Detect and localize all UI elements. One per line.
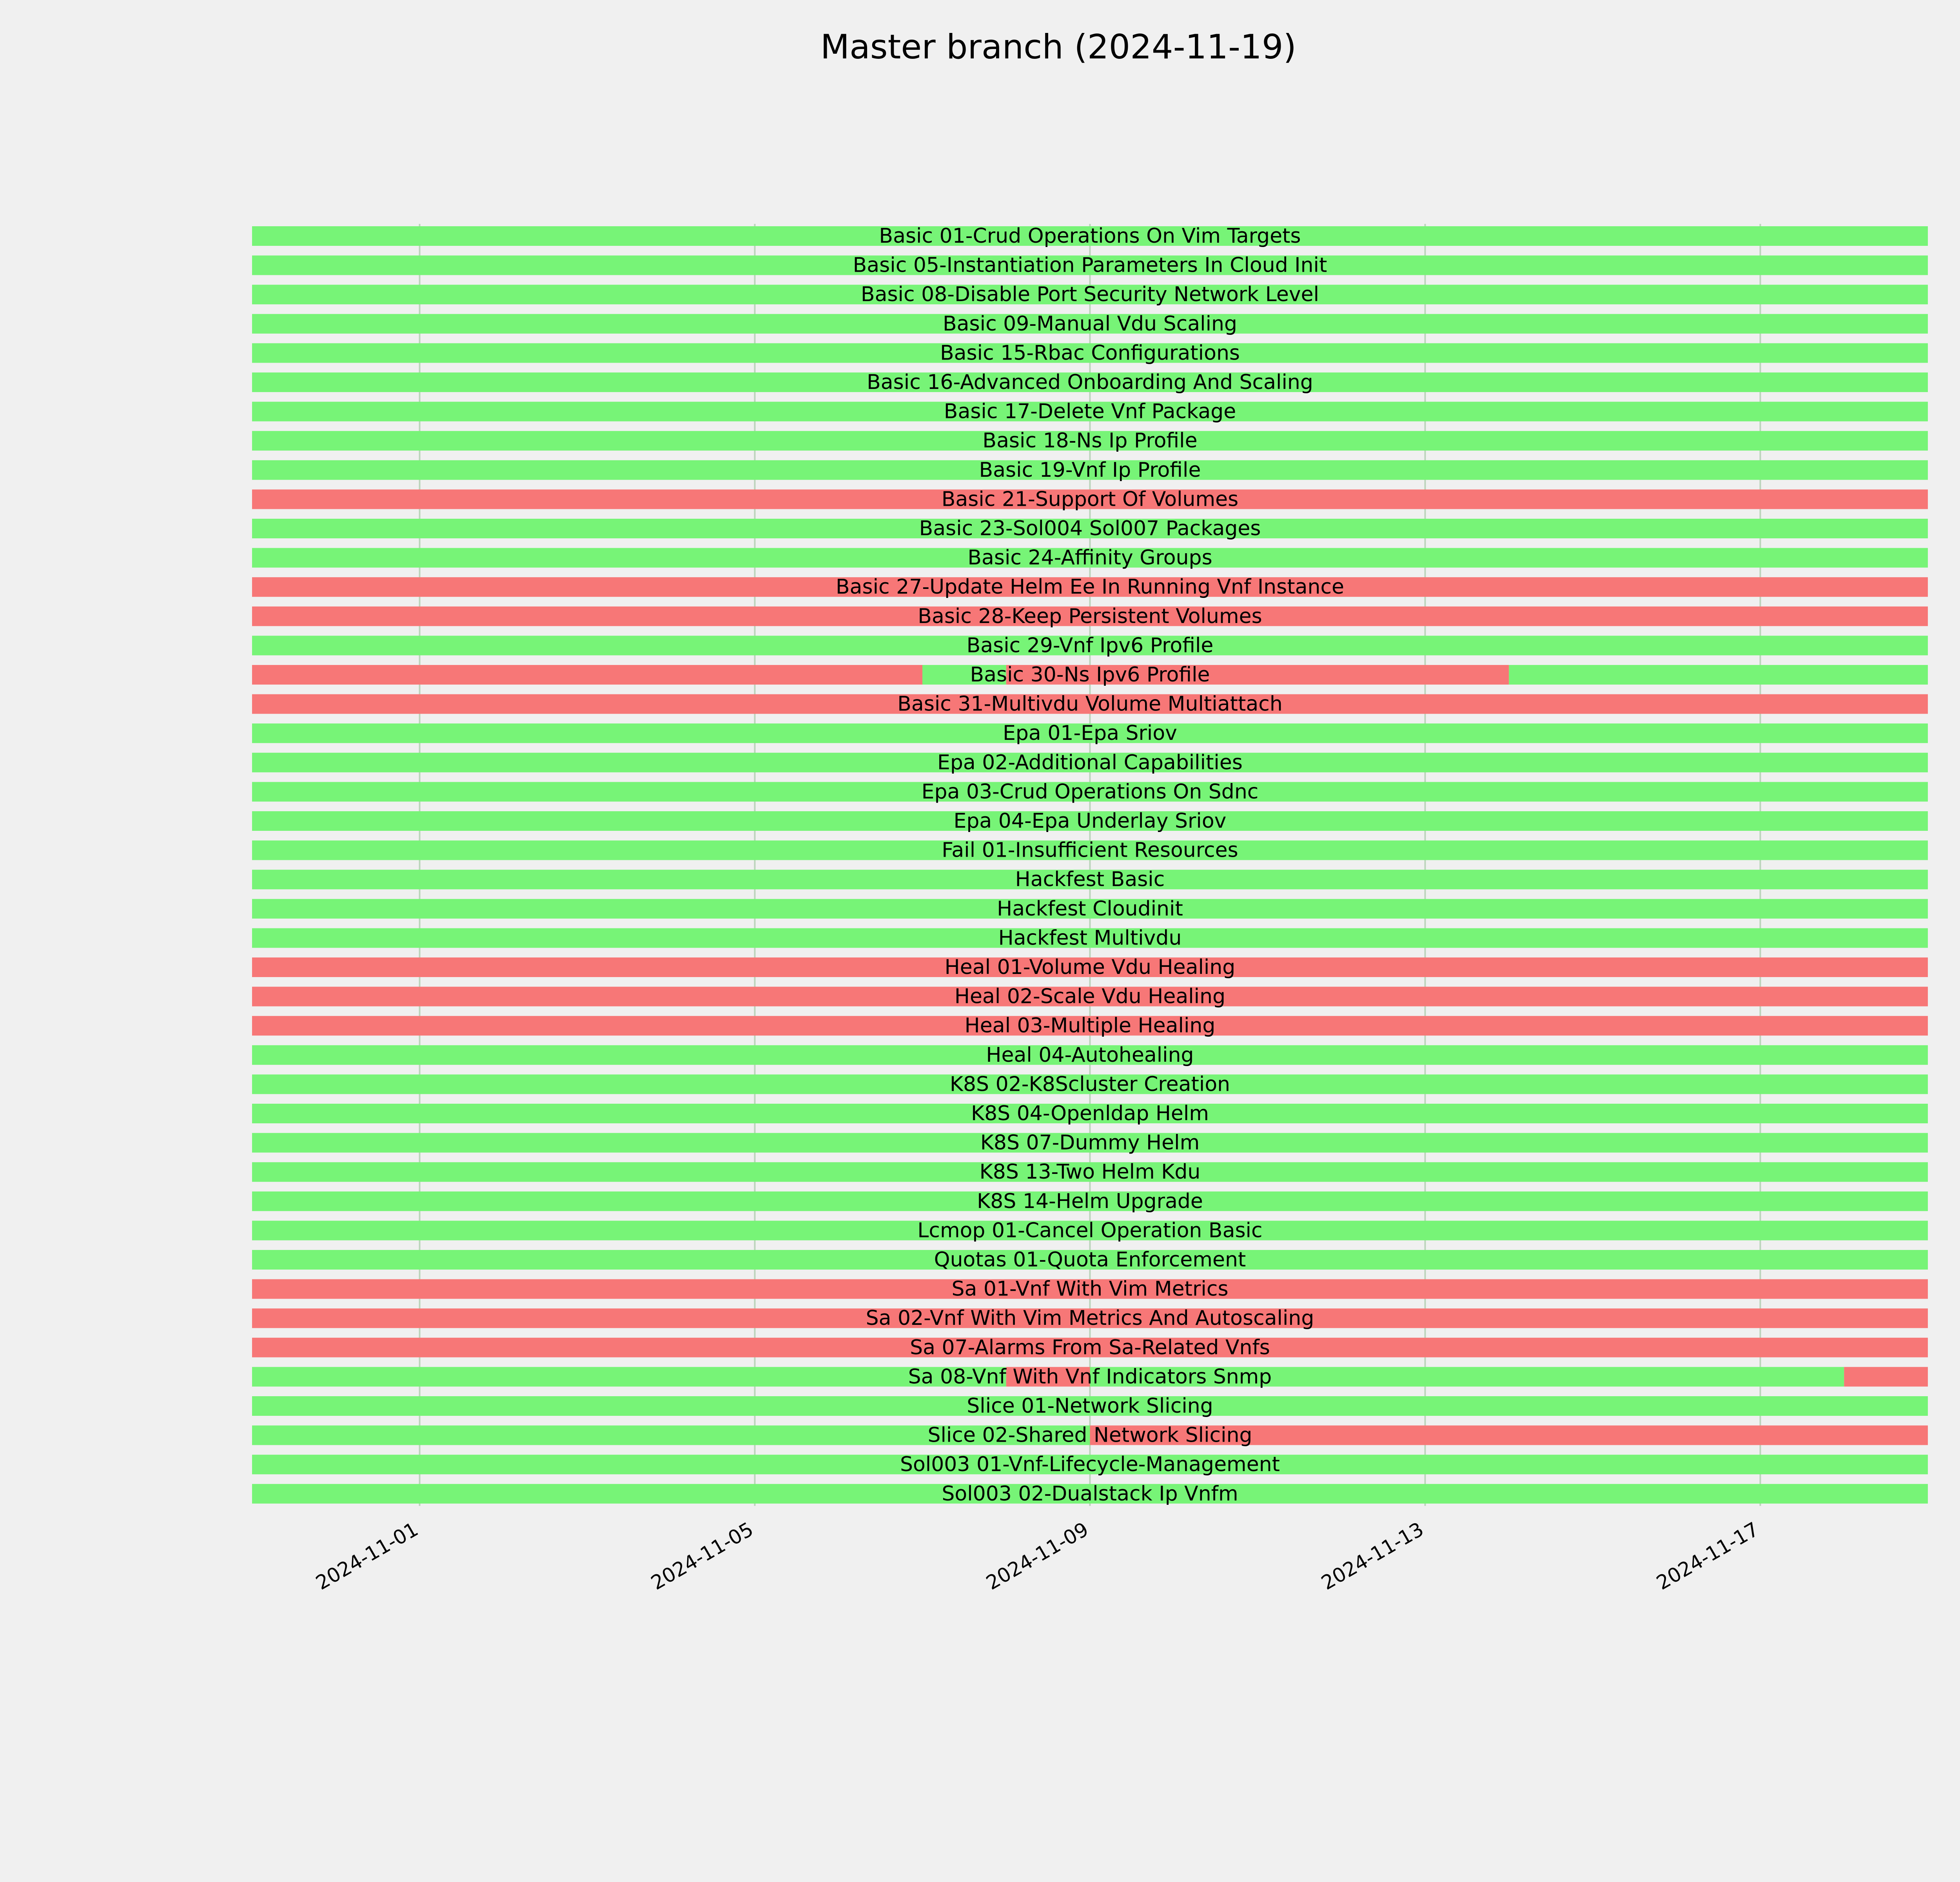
row-label-5: Basic 16-Advanced Onboarding And Scaling [867,371,1313,394]
row-label-32: K8S 13-Two Helm Kdu [979,1160,1201,1184]
row-label-17: Epa 01-Epa Sriov [1003,721,1177,745]
row-label-26: Heal 02-Scale Vdu Healing [954,985,1226,1008]
row-label-11: Basic 24-Affinity Groups [967,546,1212,570]
row-label-1: Basic 05-Instantiation Parameters In Cloud Init [853,253,1327,277]
x-tick-label-4: 2024-11-17 [1652,1517,1763,1595]
x-tick-label-0: 2024-11-01 [312,1517,422,1595]
row-label-14: Basic 29-Vnf Ipv6 Profile [966,634,1214,658]
row-label-29: K8S 02-K8Scluster Creation [949,1072,1230,1096]
row-label-34: Lcmop 01-Cancel Operation Basic [917,1219,1263,1243]
row-label-9: Basic 21-Support Of Volumes [941,487,1239,511]
row-15-segment-3 [1509,665,1928,685]
row-39-segment-3 [1844,1367,1928,1386]
row-label-20: Epa 04-Epa Underlay Sriov [953,809,1227,833]
row-label-39: Sa 08-Vnf With Vnf Indicators Snmp [908,1365,1272,1389]
x-tick-label-1: 2024-11-05 [647,1517,757,1595]
row-label-6: Basic 17-Delete Vnf Package [944,400,1236,423]
row-label-21: Fail 01-Insufficient Resources [942,838,1238,862]
row-label-33: K8S 14-Helm Upgrade [977,1189,1203,1213]
row-label-30: K8S 04-Openldap Helm [971,1102,1209,1125]
row-label-31: K8S 07-Dummy Helm [980,1131,1200,1155]
row-label-41: Slice 02-Shared Network Slicing [927,1423,1252,1447]
row-15-segment-0 [252,665,922,685]
row-label-25: Heal 01-Volume Vdu Healing [944,956,1236,979]
row-label-36: Sa 01-Vnf With Vim Metrics [951,1277,1229,1301]
row-label-38: Sa 07-Alarms From Sa-Related Vnfs [910,1335,1270,1359]
row-label-13: Basic 28-Keep Persistent Volumes [918,604,1262,628]
x-tick-labels-layer [312,1518,1763,1595]
row-label-27: Heal 03-Multiple Healing [964,1014,1216,1038]
row-label-22: Hackfest Basic [1015,868,1165,892]
row-label-7: Basic 18-Ns Ip Profile [982,429,1198,453]
row-39-segment-0 [252,1367,1006,1386]
row-label-8: Basic 19-Vnf Ip Profile [979,458,1201,482]
row-label-24: Hackfest Multivdu [998,926,1182,950]
chart-title: Master branch (2024-11-19) [820,27,1297,67]
x-tick-label-3: 2024-11-13 [1317,1517,1428,1595]
row-label-18: Epa 02-Additional Capabilities [937,750,1243,774]
row-label-12: Basic 27-Update Helm Ee In Running Vnf Instance [835,575,1345,599]
row-label-16: Basic 31-Multivdu Volume Multiattach [897,692,1283,716]
row-label-10: Basic 23-Sol004 Sol007 Packages [919,517,1261,540]
row-label-28: Heal 04-Autohealing [986,1043,1194,1067]
row-label-40: Slice 01-Network Slicing [967,1394,1213,1418]
x-tick-label-2: 2024-11-09 [982,1517,1093,1595]
row-label-3: Basic 09-Manual Vdu Scaling [942,312,1238,336]
row-label-43: Sol003 02-Dualstack Ip Vnfm [942,1482,1238,1506]
row-label-23: Hackfest Cloudinit [997,897,1183,921]
row-label-19: Epa 03-Crud Operations On Sdnc [921,780,1259,804]
row-label-0: Basic 01-Crud Operations On Vim Targets [879,224,1301,248]
row-label-35: Quotas 01-Quota Enforcement [934,1248,1246,1272]
row-label-15: Basic 30-Ns Ipv6 Profile [970,663,1210,687]
row-label-2: Basic 08-Disable Port Security Network Level [860,283,1319,307]
row-label-42: Sol003 01-Vnf-Lifecycle-Management [900,1453,1280,1477]
row-label-4: Basic 15-Rbac Configurations [940,341,1240,365]
row-label-37: Sa 02-Vnf With Vim Metrics And Autoscaling [866,1306,1314,1330]
